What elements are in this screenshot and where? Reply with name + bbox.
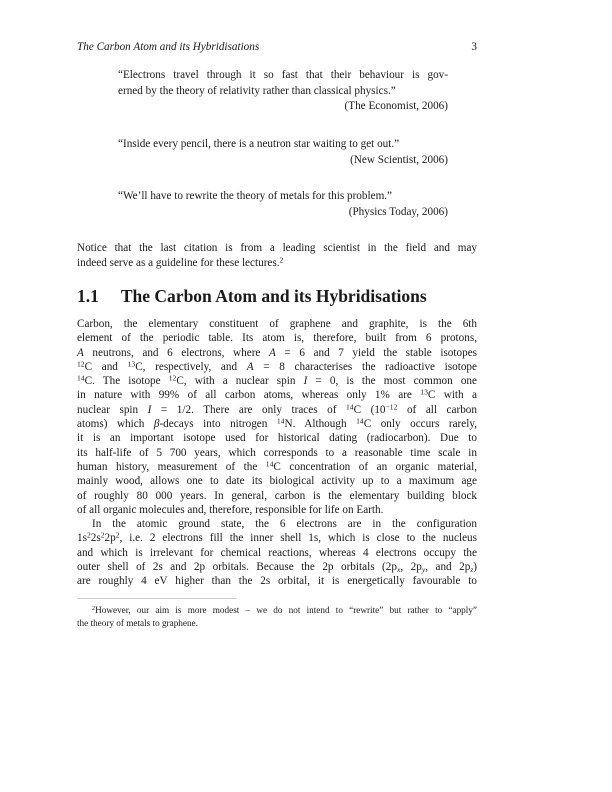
text-run: atoms) which bbox=[77, 418, 154, 431]
text-line bbox=[77, 317, 477, 331]
text-line bbox=[77, 374, 477, 388]
text-run: C with a bbox=[427, 389, 477, 402]
superscript: 2 bbox=[100, 531, 105, 541]
text-line bbox=[77, 431, 477, 445]
quote-source: (Physics Today, 2006) bbox=[348, 205, 448, 218]
subscript: z bbox=[470, 564, 474, 574]
superscript: 14 bbox=[345, 402, 354, 412]
superscript: 14 bbox=[356, 416, 364, 426]
section-number: 1.1 bbox=[77, 286, 99, 306]
text-run: -decays into nitrogen bbox=[159, 418, 277, 431]
text-run: C. The isotope bbox=[84, 375, 169, 388]
section-title: The Carbon Atom and its Hybridisations bbox=[120, 286, 427, 306]
text-run: mainly wood, allows one to date its biological activity up to a maximum age bbox=[77, 475, 477, 488]
text-run: are roughly 4 eV higher than the 2s orbital, it is energetically favourable to bbox=[77, 575, 477, 588]
text-run: the theory of metals to graphene. bbox=[77, 617, 198, 628]
text-run: Carbon, the elementary constituent of graphene and graphite, is the 6th bbox=[77, 318, 477, 330]
text-run: C (10 bbox=[353, 403, 386, 416]
text-line bbox=[77, 256, 477, 271]
quote-line: “Inside every pencil, there is a neutron star waiting to get out.” bbox=[118, 138, 400, 150]
text-run: human history, measurement of the bbox=[77, 460, 266, 473]
text-run: C and bbox=[84, 360, 128, 373]
subscript: x bbox=[396, 564, 401, 574]
text-run: , and 2p bbox=[425, 561, 471, 574]
text-run: its half-life of 5 700 years, which corresponds to a reasonable time scale in bbox=[77, 446, 477, 459]
body-text bbox=[77, 317, 477, 589]
text-line bbox=[77, 460, 477, 474]
math-symbol: I bbox=[303, 375, 308, 388]
superscript: 2 bbox=[92, 605, 96, 613]
text-line bbox=[77, 331, 477, 345]
superscript: 14 bbox=[77, 373, 85, 383]
section-heading bbox=[77, 286, 477, 307]
superscript: 2 bbox=[115, 531, 120, 541]
math-symbol: A bbox=[268, 346, 276, 359]
text-line bbox=[77, 417, 477, 431]
superscript: 13 bbox=[127, 359, 136, 369]
quote-line: erned by the theory of relativity rather than classical physics.” bbox=[118, 84, 396, 97]
text-run: 1s bbox=[77, 532, 87, 545]
superscript: 13 bbox=[420, 388, 428, 398]
superscript: 14 bbox=[265, 459, 274, 469]
superscript: 14 bbox=[276, 416, 285, 426]
text-run: , i.e. 2 electrons fill the inner shell 1s, which is close to the nucleus bbox=[119, 532, 477, 545]
text-line bbox=[77, 346, 477, 360]
text-run: of all carbon bbox=[397, 403, 477, 416]
superscript: 2 bbox=[279, 255, 284, 265]
text-run: neutrons, and 6 electrons, where bbox=[83, 346, 269, 359]
running-header bbox=[77, 41, 477, 53]
text-run: , 2p bbox=[400, 561, 422, 574]
math-symbol: β bbox=[153, 418, 160, 431]
math-symbol: A bbox=[77, 346, 84, 359]
superscript: −12 bbox=[385, 402, 398, 412]
text-line bbox=[77, 403, 477, 417]
text-run: C, respectively, and bbox=[135, 360, 247, 373]
text-line bbox=[77, 617, 477, 630]
text-line bbox=[77, 574, 477, 588]
quote-line: “Electrons travel through it so fast that their behaviour is gov- bbox=[118, 69, 448, 81]
text-run: element of the periodic table. Its atom is, therefore, built from 6 protons, bbox=[77, 332, 477, 345]
text-run: In the atomic ground state, the 6 electrons are in the configuration bbox=[92, 518, 477, 531]
math-symbol: I bbox=[147, 403, 152, 416]
subscript: y bbox=[421, 564, 426, 574]
text-run: indeed serve as a guideline for these lectures. bbox=[77, 257, 280, 269]
text-line bbox=[77, 604, 477, 617]
running-title: The Carbon Atom and its Hybridisations bbox=[77, 41, 260, 53]
epigraph-quote-3 bbox=[118, 189, 448, 220]
text-line bbox=[77, 489, 477, 503]
superscript: 12 bbox=[168, 373, 177, 383]
text-run: C only occurs rarely, bbox=[363, 418, 477, 431]
text-run: and which is irrelevant for chemical reactions, whereas 4 electrons occupy the bbox=[77, 546, 477, 559]
quote-source: (New Scientist, 2006) bbox=[350, 153, 448, 166]
text-run: it is an important isotope used for historical dating (radiocarbon). Due to bbox=[77, 432, 477, 445]
text-run: Notice that the last citation is from a leading scientist in the field and may bbox=[77, 242, 477, 254]
text-line bbox=[77, 360, 477, 374]
epigraph-quote-1 bbox=[118, 68, 448, 115]
epigraph-quote-2 bbox=[118, 137, 448, 168]
text-line bbox=[77, 546, 477, 560]
text-line bbox=[77, 388, 477, 402]
text-line bbox=[77, 474, 477, 488]
quote-line: “We’ll have to rewrite the theory of metals for this problem.” bbox=[118, 190, 393, 202]
text-run: ) bbox=[473, 561, 478, 574]
text-line bbox=[77, 531, 477, 545]
text-run: N. Although bbox=[284, 418, 357, 431]
text-run: of all organic molecules and, therefore, responsible for life on Earth. bbox=[77, 503, 384, 516]
superscript: 2 bbox=[86, 531, 91, 541]
superscript: 12 bbox=[77, 359, 85, 369]
text-run: = 0, is the most common one bbox=[307, 375, 477, 388]
text-run: C concentration of an organic material, bbox=[273, 460, 477, 473]
text-run: However, our aim is more modest – we do not intend to “rewrite” but rather to “apply” bbox=[95, 605, 477, 615]
text-run: of roughly 80 000 years. In general, carbon is the elementary building block bbox=[77, 489, 477, 502]
text-run: 2p bbox=[104, 532, 116, 545]
notice-paragraph bbox=[77, 241, 477, 271]
text-run: 2s bbox=[90, 532, 101, 545]
footnote bbox=[77, 604, 477, 629]
text-run: nuclear spin bbox=[77, 403, 148, 416]
quote-source: (The Economist, 2006) bbox=[344, 100, 448, 112]
math-symbol: A bbox=[246, 360, 254, 373]
text-run: = 6 and 7 yield the stable isotopes bbox=[275, 346, 478, 359]
text-run: C, with a nuclear spin bbox=[176, 375, 304, 388]
text-line bbox=[77, 446, 477, 460]
text-run: in nature with 99% of all carbon atoms, whereas only 1% are bbox=[77, 389, 421, 402]
text-run: = 8 characterises the radioactive isotope bbox=[253, 360, 477, 373]
page-number: 3 bbox=[471, 41, 477, 53]
text-run: = 1/2. There are only traces of bbox=[151, 403, 346, 416]
text-run: outer shell of 2s and 2p orbitals. Because the 2p orbitals (2p bbox=[77, 561, 397, 574]
text-line bbox=[77, 517, 477, 531]
text-line bbox=[77, 241, 477, 256]
text-line bbox=[77, 503, 477, 517]
text-line bbox=[77, 560, 477, 574]
footnote-rule bbox=[77, 598, 237, 599]
